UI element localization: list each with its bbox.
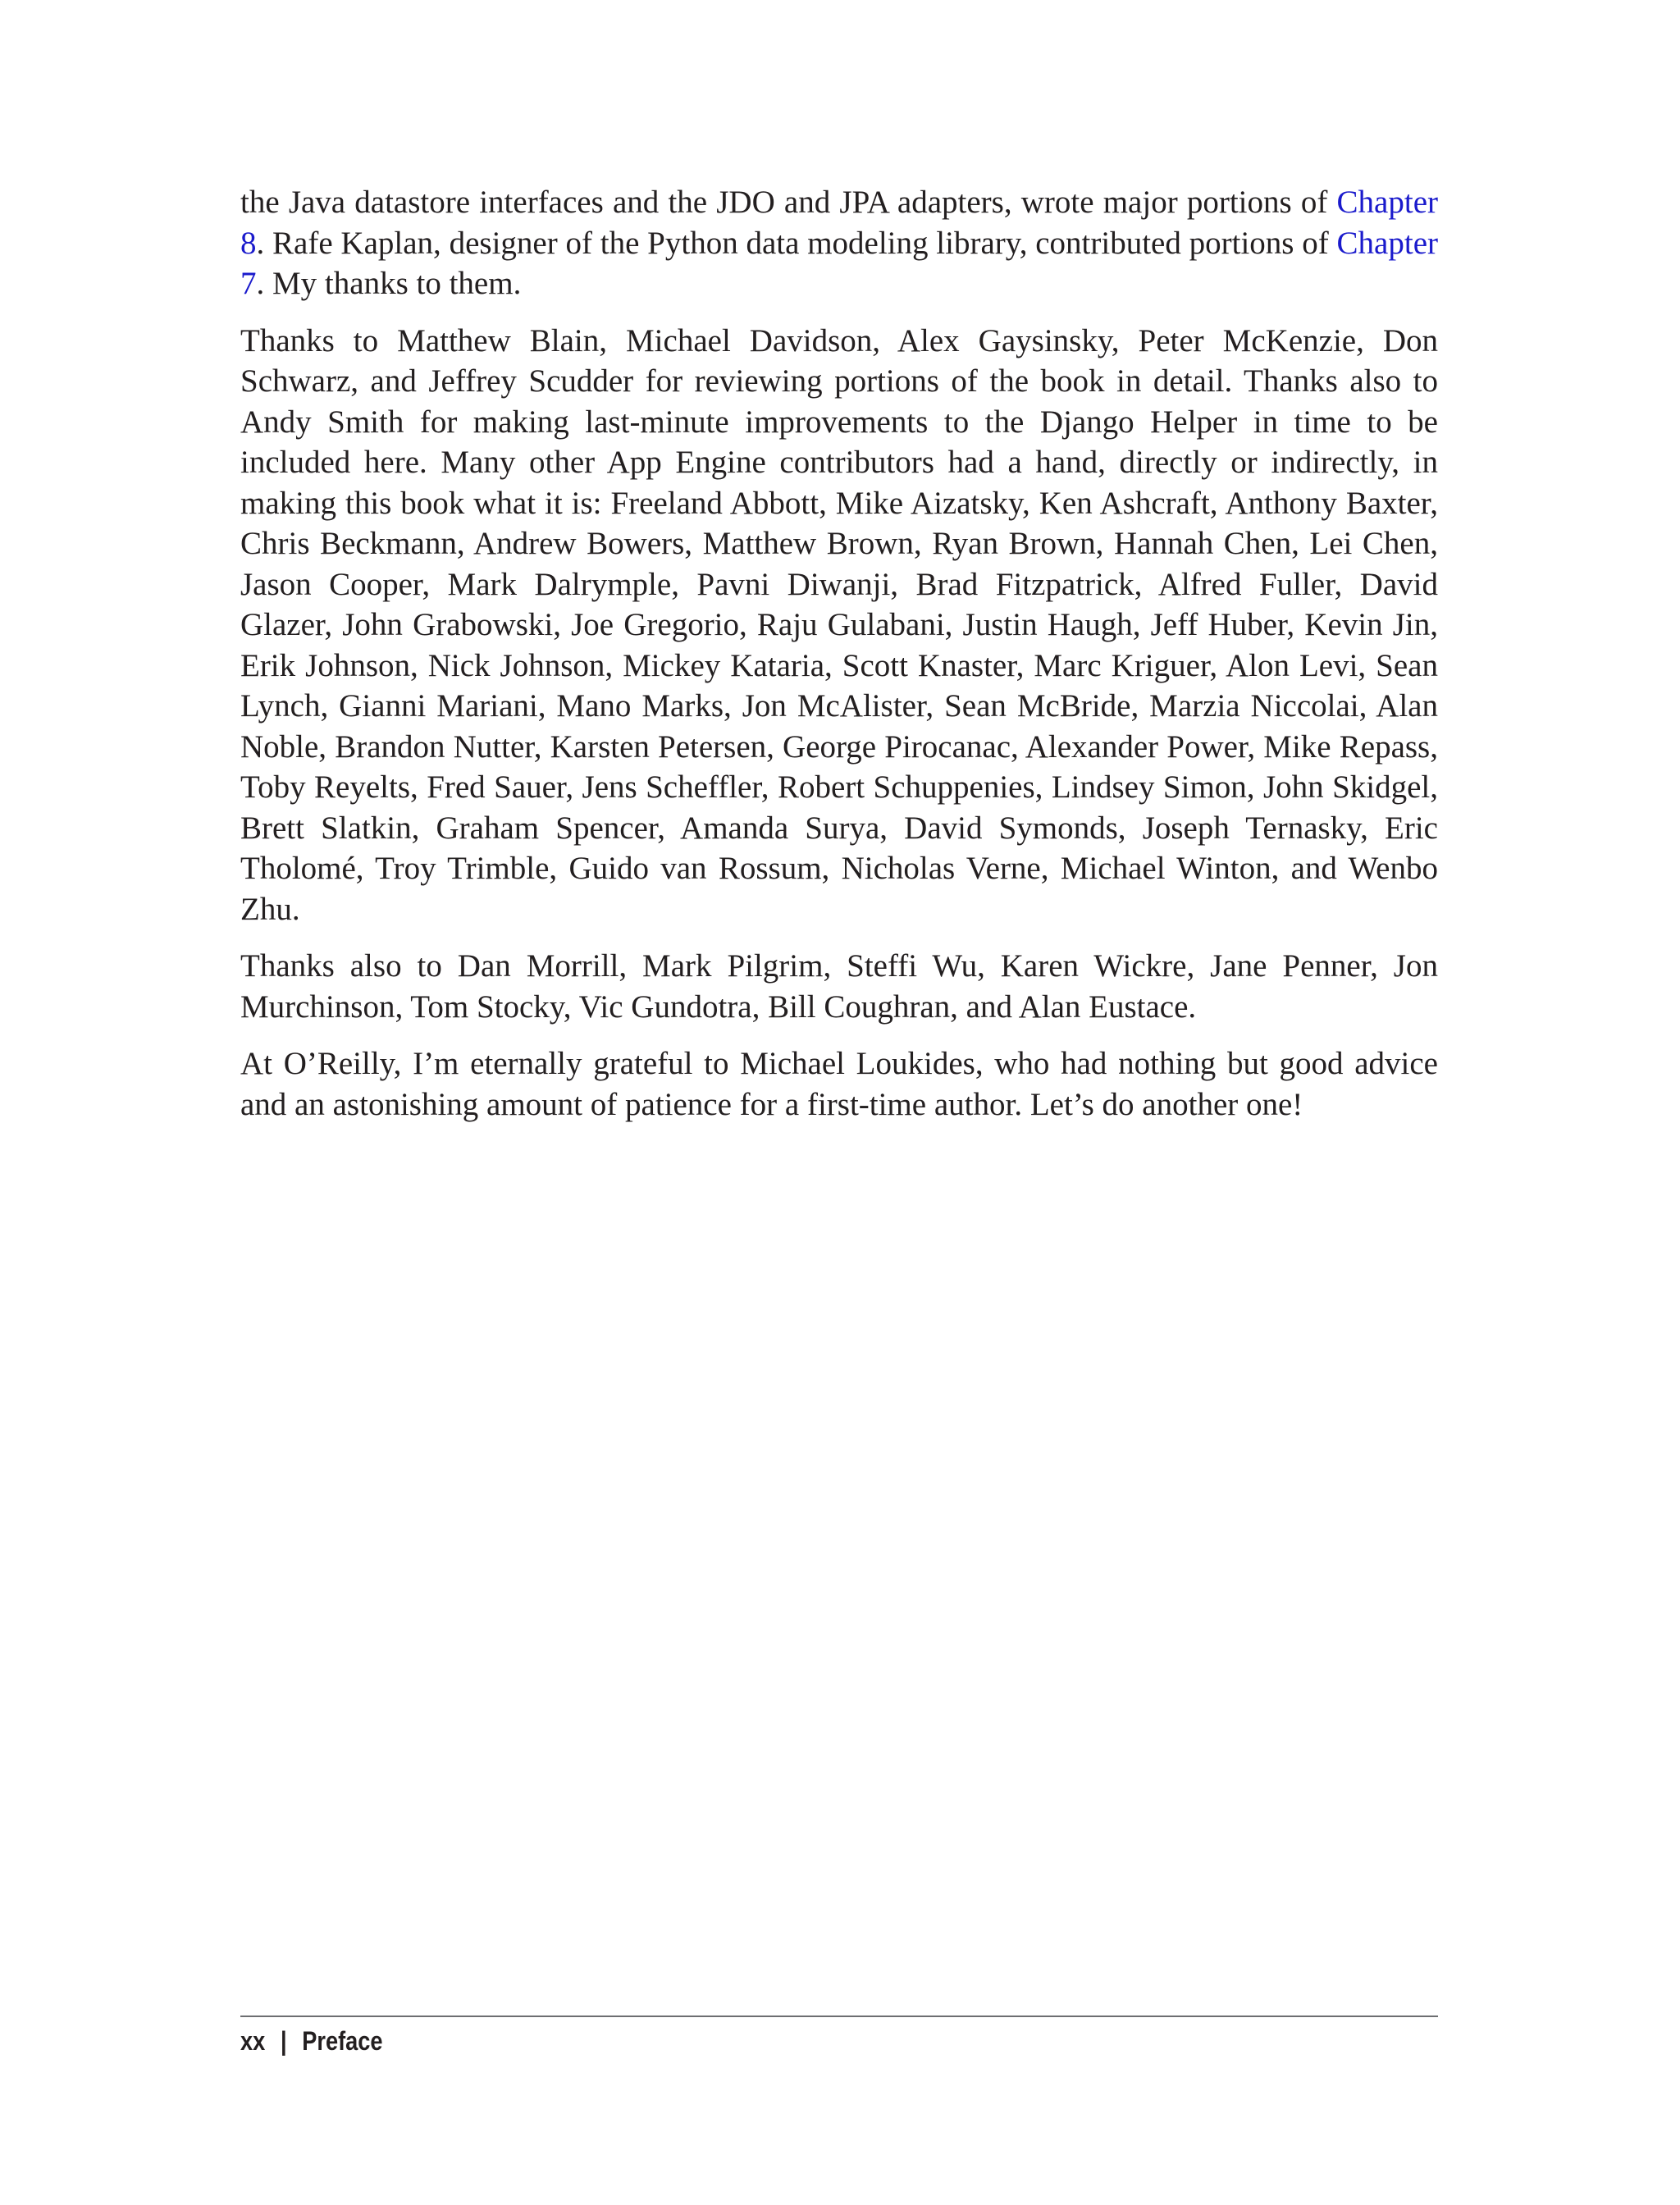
paragraph-contributors	[240, 182, 1438, 304]
chapter-8-link[interactable]: Chapter 8	[240, 185, 1438, 261]
paragraph-text: the Java datastore interfaces and the JDO and JPA adapters, wrote major portions of	[240, 185, 1337, 220]
paragraph-oreilly: At O’Reilly, I’m eternally grateful to Michael Loukides, who had nothing but good advice and an astonishing amount of patience for a first-time author. Let’s do another one!	[240, 1046, 1438, 1122]
page-number: xx	[240, 2026, 266, 2056]
paragraph-reviewers: Thanks to Matthew Blain, Michael Davidson, Alex Gaysinsky, Peter McKenzie, Don Schwarz, and Jeffrey Scudder for reviewing portions of the book in detail. Thanks also to Andy Smith for making last-minute improvements to the Django Helper in time to be included here. Many other App Engine contributors had a hand, directly or indirectly, in making this book what it is: Freeland Abbott, Mike Aizatsky, Ken Ashcraft, Anthony Baxter, Chris Beckmann, Andrew Bowers, Matthew Brown, Ryan Brown, Hannah Chen, Lei Chen, Jason Cooper, Mark Dalrymple, Pavni Diwanji, Brad Fitzpatrick, Alfred Fuller, David Glazer, John Grabowski, Joe Gregorio, Raju Gulabani, Justin Haugh, Jeff Huber, Kevin Jin, Erik Johnson, Nick Johnson, Mickey Kataria, Scott Knaster, Marc Kriguer, Alon Levi, Sean Lynch, Gianni Mariani, Mano Marks, Jon McAlister, Sean McBride, Marzia Niccolai, Alan Noble, Brandon Nutter, Karsten Petersen, George Pirocanac, Alexander Power, Mike Repass, Toby Reyelts, Fred Sauer, Jens Scheffler, Robert Schuppenies, Lindsey Simon, John Skidgel, Brett Slatkin, Graham Spencer, Amanda Surya, David Symonds, Joseph Ternasky, Eric Tholomé, Troy Trimble, Guido van Rossum, Nicholas Verne, Michael Winton, and Wenbo Zhu.	[240, 322, 1438, 927]
running-footer	[240, 2026, 383, 2057]
paragraph-thanks-also: Thanks also to Dan Morrill, Mark Pilgrim, Steffi Wu, Karen Wickre, Jane Penner, Jon Murchinson, Tom Stocky, Vic Gundotra, Bill Coughran, and Alan Eustace.	[240, 948, 1438, 1025]
footer-rule	[240, 2016, 1438, 2017]
footer-separator: |	[280, 2026, 287, 2056]
paragraph-text: . My thanks to them.	[256, 266, 522, 301]
section-title: Preface	[302, 2026, 383, 2056]
paragraph-text: . Rafe Kaplan, designer of the Python data modeling library, contributed portions of	[256, 225, 1337, 261]
page-body	[240, 182, 1438, 1141]
chapter-7-link[interactable]: Chapter 7	[240, 225, 1438, 301]
